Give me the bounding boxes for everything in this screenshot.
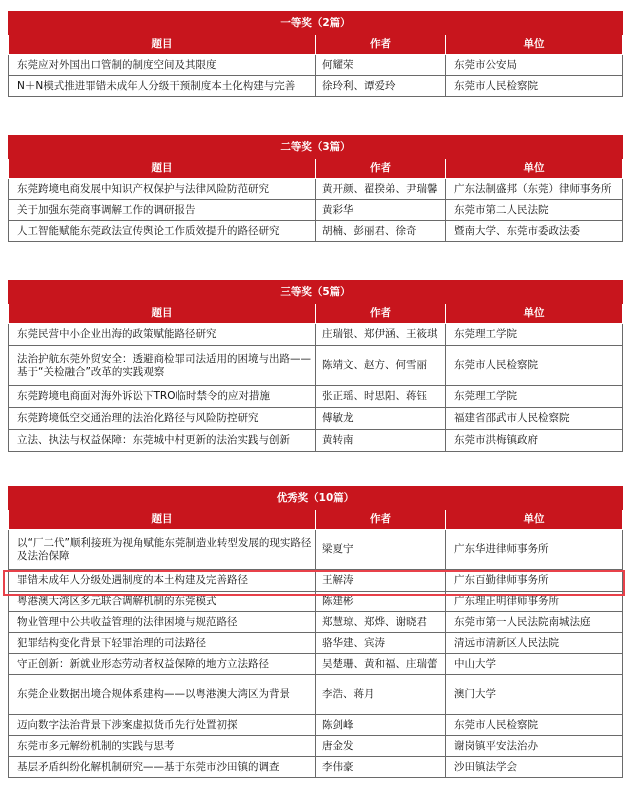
paper-author: 陈靖文、赵方、何雪丽 (316, 346, 446, 386)
paper-author: 陈剑峰 (316, 715, 446, 736)
table-row (9, 633, 623, 654)
award-table-excellence (8, 486, 623, 778)
paper-unit: 广东理正明律师事务所 (446, 592, 623, 612)
paper-title: 东莞企业数据出境合规体系建构——以粤港澳大湾区为背景 (9, 675, 316, 715)
paper-unit: 广东华进律师事务所 (446, 530, 623, 570)
paper-title: 迈向数字法治背景下涉案虚拟货币先行处置初探 (9, 715, 316, 736)
paper-unit: 东莞市人民检察院 (446, 76, 623, 97)
table-row (9, 386, 623, 408)
paper-unit: 东莞理工学院 (446, 386, 623, 408)
table-row (9, 654, 623, 675)
paper-unit: 沙田镇法学会 (446, 757, 623, 778)
paper-title: 法治护航东莞外贸安全：透避商检罪司法适用的困境与出路——基于“关检融合”改革的实践观察 (9, 346, 316, 386)
table-row (9, 324, 623, 346)
column-header-unit: 单位 (446, 304, 623, 324)
column-header-title: 题目 (9, 304, 316, 324)
paper-unit: 谢岗镇平安法治办 (446, 736, 623, 757)
award-table-first (8, 11, 623, 97)
paper-title: 东莞市多元解纷机制的实践与思考 (9, 736, 316, 757)
column-header-title: 题目 (9, 510, 316, 530)
column-header-unit: 单位 (446, 35, 623, 55)
paper-author: 张正瑶、时思阳、蒋钰 (316, 386, 446, 408)
column-header-unit: 单位 (446, 159, 623, 179)
paper-author: 陈建彬 (316, 592, 446, 612)
paper-unit: 东莞市第二人民法院 (446, 200, 623, 221)
paper-author: 唐金发 (316, 736, 446, 757)
paper-title: 以“厂二代”顺利接班为视角赋能东莞制造业转型发展的现实路径及法治保障 (9, 530, 316, 570)
paper-author: 吴楚珊、黄和福、庄瑞蕾 (316, 654, 446, 675)
award-table-second (8, 135, 623, 242)
paper-title: 东莞跨境电商面对海外诉讼下TRO临时禁令的应对措施 (9, 386, 316, 408)
table-row (9, 200, 623, 221)
table-row (9, 76, 623, 97)
paper-title: 立法、执法与权益保障：东莞城中村更新的法治实践与创新 (9, 430, 316, 452)
paper-author: 王解涛 (316, 570, 446, 592)
paper-title: 关于加强东莞商事调解工作的调研报告 (9, 200, 316, 221)
paper-unit: 福建省邵武市人民检察院 (446, 408, 623, 430)
column-header-author: 作者 (316, 510, 446, 530)
paper-title: 东莞民营中小企业出海的政策赋能路径研究 (9, 324, 316, 346)
paper-unit: 东莞市第一人民法院南城法庭 (446, 612, 623, 633)
table-row (9, 570, 623, 592)
paper-title: 东莞跨境低空交通治理的法治化路径与风险防控研究 (9, 408, 316, 430)
paper-title: 人工智能赋能东莞政法宣传舆论工作质效提升的路径研究 (9, 221, 316, 242)
paper-unit: 东莞理工学院 (446, 324, 623, 346)
paper-unit: 暨南大学、东莞市委政法委 (446, 221, 623, 242)
paper-unit: 东莞市公安局 (446, 55, 623, 76)
section-heading: 二等奖（3篇） (9, 136, 623, 159)
paper-author: 梁夏宁 (316, 530, 446, 570)
table-row (9, 346, 623, 386)
column-header-title: 题目 (9, 159, 316, 179)
paper-author: 黄转南 (316, 430, 446, 452)
paper-author: 徐玲利、谭爱玲 (316, 76, 446, 97)
column-header-unit: 单位 (446, 510, 623, 530)
section-heading: 优秀奖（10篇） (9, 487, 623, 510)
paper-title: 东莞应对外国出口管制的制度空间及其限度 (9, 55, 316, 76)
section-heading: 三等奖（5篇） (9, 281, 623, 304)
table-row (9, 612, 623, 633)
table-row (9, 675, 623, 715)
table-row (9, 55, 623, 76)
column-header-author: 作者 (316, 304, 446, 324)
paper-unit: 中山大学 (446, 654, 623, 675)
table-row (9, 221, 623, 242)
table-row (9, 757, 623, 778)
paper-unit: 东莞市人民检察院 (446, 715, 623, 736)
paper-author: 李伟豪 (316, 757, 446, 778)
paper-author: 郑慧琼、郑烨、谢晓君 (316, 612, 446, 633)
paper-unit: 广东法制盛邦（东莞）律师事务所 (446, 179, 623, 200)
paper-author: 傅敏龙 (316, 408, 446, 430)
table-row (9, 430, 623, 452)
table-row (9, 179, 623, 200)
paper-author: 胡楠、彭丽君、徐奇 (316, 221, 446, 242)
paper-unit: 东莞市洪梅镇政府 (446, 430, 623, 452)
paper-title: 东莞跨境电商发展中知识产权保护与法律风险防范研究 (9, 179, 316, 200)
paper-unit: 清远市清新区人民法院 (446, 633, 623, 654)
paper-title: 守正创新：新就业形态劳动者权益保障的地方立法路径 (9, 654, 316, 675)
award-table-third (8, 280, 623, 452)
table-row (9, 592, 623, 612)
column-header-author: 作者 (316, 159, 446, 179)
paper-author: 黄彩华 (316, 200, 446, 221)
paper-title: 罪错未成年人分级处遇制度的本土构建及完善路径 (9, 570, 316, 592)
section-heading: 一等奖（2篇） (9, 12, 623, 35)
paper-title: 基层矛盾纠纷化解机制研究——基于东莞市沙田镇的调查 (9, 757, 316, 778)
paper-unit: 广东百勤律师事务所 (446, 570, 623, 592)
paper-title: 粤港澳大湾区多元联合调解机制的东莞模式 (9, 592, 316, 612)
table-row (9, 530, 623, 570)
paper-title: 物业管理中公共收益管理的法律困境与规范路径 (9, 612, 316, 633)
paper-title: N＋N模式推进罪错未成年人分级干预制度本土化构建与完善 (9, 76, 316, 97)
paper-author: 骆华建、宾涛 (316, 633, 446, 654)
paper-author: 黄开颜、翟揆弟、尹瑞馨 (316, 179, 446, 200)
paper-author: 庄瑞银、郑伊涵、王筱琪 (316, 324, 446, 346)
column-header-title: 题目 (9, 35, 316, 55)
paper-title: 犯罪结构变化背景下轻罪治理的司法路径 (9, 633, 316, 654)
table-row (9, 408, 623, 430)
table-row (9, 715, 623, 736)
table-row (9, 736, 623, 757)
paper-unit: 东莞市人民检察院 (446, 346, 623, 386)
paper-unit: 澳门大学 (446, 675, 623, 715)
paper-author: 李浩、蒋月 (316, 675, 446, 715)
column-header-author: 作者 (316, 35, 446, 55)
paper-author: 何耀荣 (316, 55, 446, 76)
